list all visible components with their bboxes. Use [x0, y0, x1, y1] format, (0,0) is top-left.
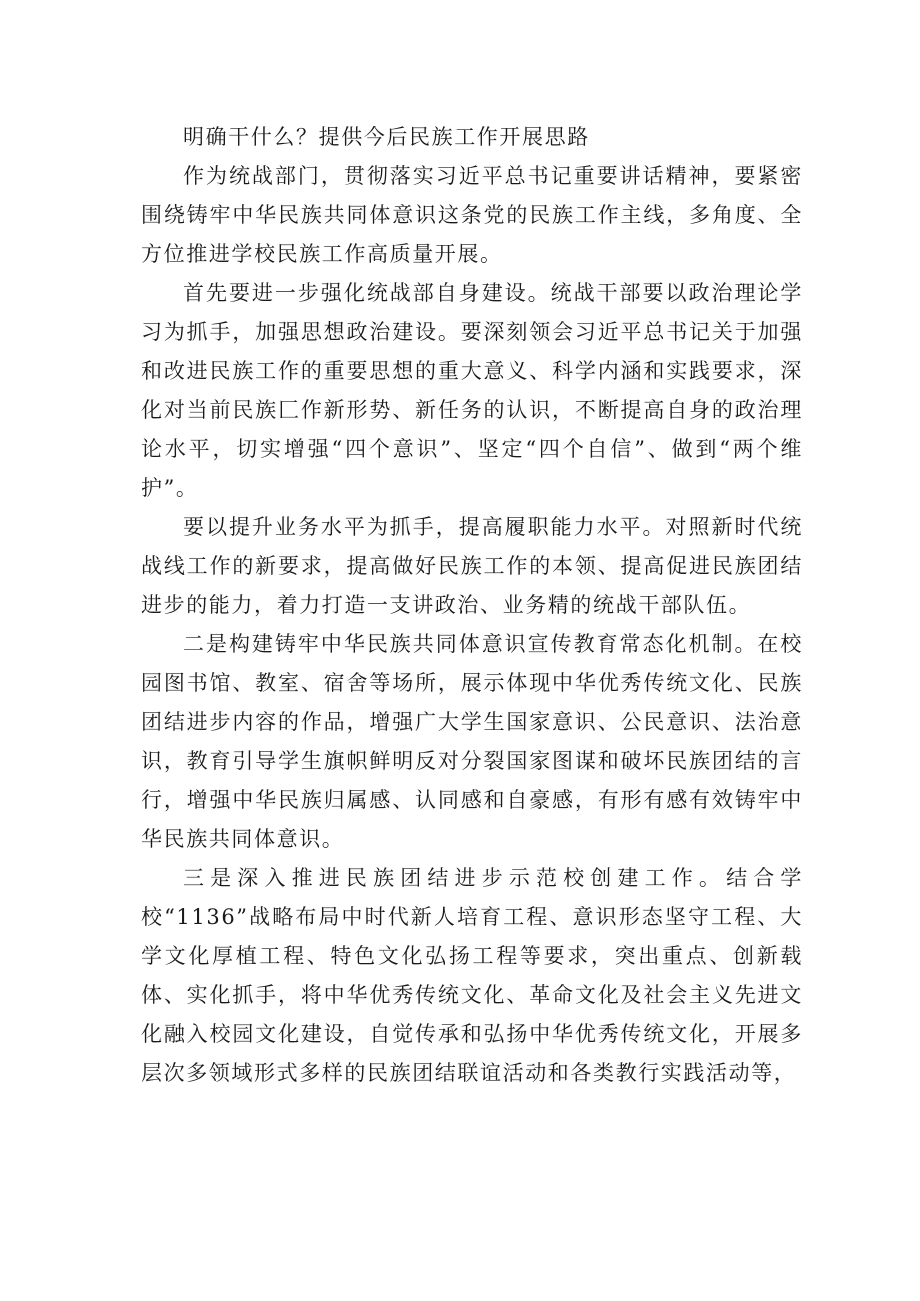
paragraph-second-point: 二是构建铸牢中华民族共同体意识宣传教育常态化机制。在校园图书馆、教室、宿舍等场所，展示体现中华优秀传统文化、民族团结进步内容的作品，增强广大学生国家意识、公民意识、法治意识，教育引导学生旗帜鲜明反对分裂国家图谋和破坏民族团结的言行，增强中华民族归属感、认同感和自豪感，有形有感有效铸牢中华民族共同体意识。 [141, 632, 803, 851]
paragraph-third-point: 三是深入推进民族团结进步示范校创建工作。结合学校“1136”战略布局中时代新人培育工程、意识形态坚守工程、大学文化厚植工程、特色文化弘扬工程等要求，突出重点、创新载体、实化抓手，将中华优秀传统文化、革命文化及社会主义先进文化融入校园文化建设，自觉传承和弘扬中华优秀传统文化，开展多层次多领域形式多样的民族团结联谊活动和各类教行实践活动等， [141, 866, 803, 1085]
document-body [141, 118, 803, 1093]
paragraph-business-level: 要以提升业务水平为抓手，提高履职能力水平。对照新时代统战线工作的新要求，提高做好民族工作的本领、提高促进民族团结进步的能力，着力打造一支讲政治、业务精的统战干部队伍。 [141, 515, 803, 617]
paragraph-first-point: 首先要进一步强化统战部自身建设。统战干部要以政治理论学习为抓手，加强思想政治建设。要深刻领会习近平总书记关于加强和改进民族工作的重要思想的重大意义、科学内涵和实践要求，深化对当前民族匚作新形势、新任务的认识，不断提高自身的政治理论水平，切实增强“四个意识”、坚定“四个自信”、做到“两个维护”。 [141, 281, 803, 500]
paragraph-heading: 明确干什么？提供今后民族工作开展思路 [183, 125, 590, 149]
paragraph-intro: 作为统战部门，贯彻落实习近平总书记重要讲话精神，要紧密围绕铸牢中华民族共同体意识这条党的民族工作主线，多角度、全方位推进学校民族工作高质量开展。 [141, 164, 803, 266]
